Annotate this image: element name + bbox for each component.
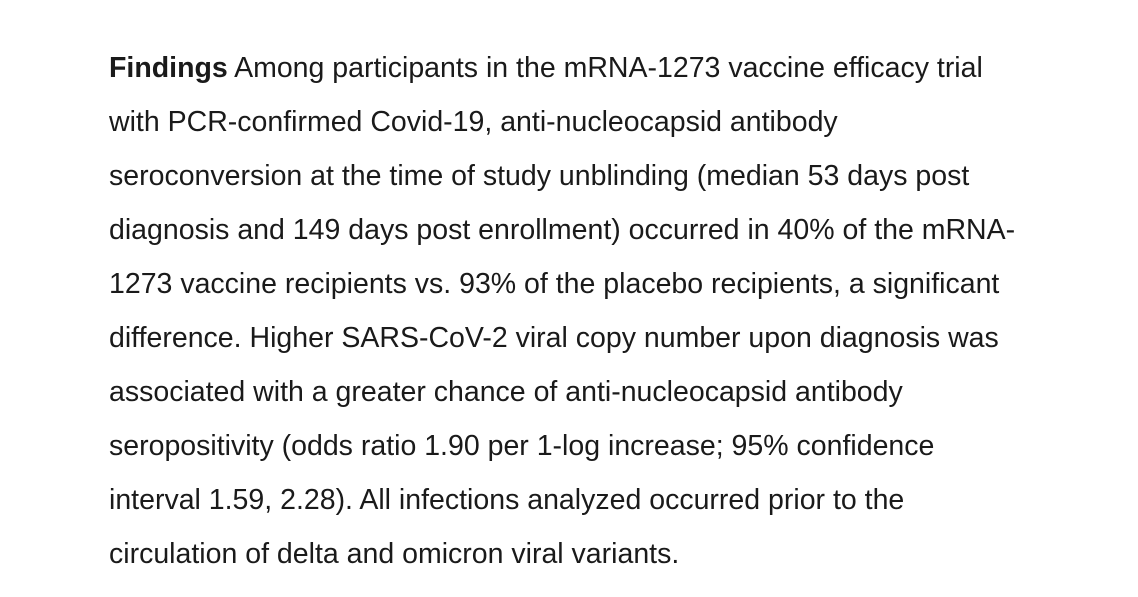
paragraph-line: circulation of delta and omicron viral variants. [109,538,680,570]
paragraph-line-text: Among participants in the mRNA-1273 vaccine efficacy trial [227,52,983,84]
paragraph-line: difference. Higher SARS-CoV-2 viral copy number upon diagnosis was [109,322,999,354]
paragraph-line: diagnosis and 149 days post enrollment) occurred in 40% of the mRNA- [109,214,1016,246]
findings-heading: Findings [109,52,228,84]
paragraph-line: seroconversion at the time of study unblinding (median 53 days post [109,160,970,192]
paragraph-line: 1273 vaccine recipients vs. 93% of the placebo recipients, a significant [109,268,1000,300]
paragraph-line: with PCR-confirmed Covid-19, anti-nucleocapsid antibody [109,106,838,138]
findings-paragraph [109,41,1099,581]
paragraph-line [109,41,1099,95]
paragraph-line: interval 1.59, 2.28). All infections analyzed occurred prior to the [109,484,905,516]
paragraph-line: seropositivity (odds ratio 1.90 per 1-log increase; 95% confidence [109,430,935,462]
paragraph-line: associated with a greater chance of anti-nucleocapsid antibody [109,376,903,408]
